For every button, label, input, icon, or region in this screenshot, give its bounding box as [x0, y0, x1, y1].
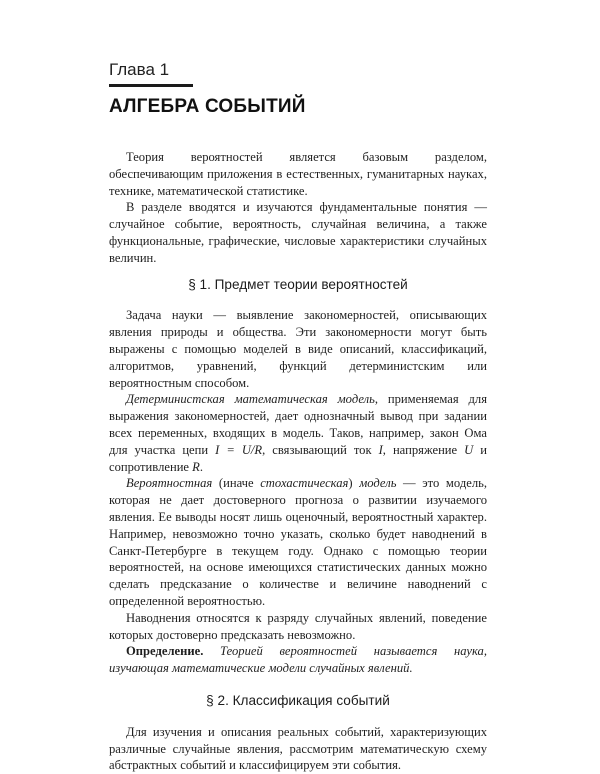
- intro-paragraph-1: Теория вероятностей является базовым разделом, обеспечивающим приложения в естественных, гуманитарных науках, технике, математической статистике.: [109, 150, 487, 198]
- term-model: модель: [359, 476, 397, 491]
- section-2-heading: § 2. Классификация событий: [206, 692, 390, 708]
- definition-label: Определение.: [126, 644, 204, 659]
- chapter-rule: [109, 84, 193, 87]
- section-1-paragraph-2: Детерминистская математическая модель, применяемая для выражения закономерностей, дает однозначный вывод при задании всех переменных, входящих в модель. Таков, например, закон Ома для участка цепи I = U/R, связывающий ток I, напряжение U и сопротивление R.: [109, 392, 487, 474]
- intro-paragraph-2: В разделе вводятся и изучаются фундаментальные понятия — случайное событие, вероятность, случайная величина, а также функциональные, графические, числовые характеристики случайных величин.: [109, 200, 487, 265]
- ohm-law-formula: I = U/R: [215, 442, 263, 457]
- term-stochastic: стохастическая: [260, 476, 349, 491]
- section-1-heading: § 1. Предмет теории вероятностей: [188, 276, 408, 292]
- section-1-paragraph-1: Задача науки — выявление закономерностей, описывающих явления природы и общества. Эти закономерности могут быть выражены с помощью моделей в виде описаний, классификаций, алгоритмов, уравнений, функций детерминистским или вероятностным способом.: [109, 308, 487, 390]
- term-probabilistic: Вероятностная: [126, 476, 213, 491]
- term-deterministic-model: Детерминистская математическая модель: [126, 392, 375, 407]
- definition-text: Теорией вероятностей называется наука, изучающая математические модели случайных явлений.: [109, 644, 487, 676]
- chapter-label: Глава 1: [109, 60, 170, 79]
- section-1-paragraph-3: Вероятностная (иначе стохастическая) модель — это модель, которая не дает достоверного прогноза о развитии изучаемого явления. Ее выводы носят лишь оценочный, вероятностный характер. Например, невозможно точно указать, сколько будет наводнений в Санкт-Петербурге в текущем году. Однако с помощью теории вероятностей, на основе имеющихся статистических данных можно сделать предсказание о количестве и величине наводнений с определенной вероятностью.: [109, 476, 488, 608]
- chapter-title: АЛГЕБРА СОБЫТИЙ: [109, 96, 306, 117]
- section-2-paragraph-1: Для изучения и описания реальных событий, характеризующих различные случайные явления, рассмотрим математическую схему абстрактных событий и классифицируем эти события.: [109, 724, 487, 773]
- section-1-paragraph-4: Наводнения относятся к разряду случайных явлений, поведение которых достоверно предсказать невозможно.: [109, 610, 487, 642]
- page-body: [109, 149, 487, 774]
- definition-paragraph: [109, 643, 487, 677]
